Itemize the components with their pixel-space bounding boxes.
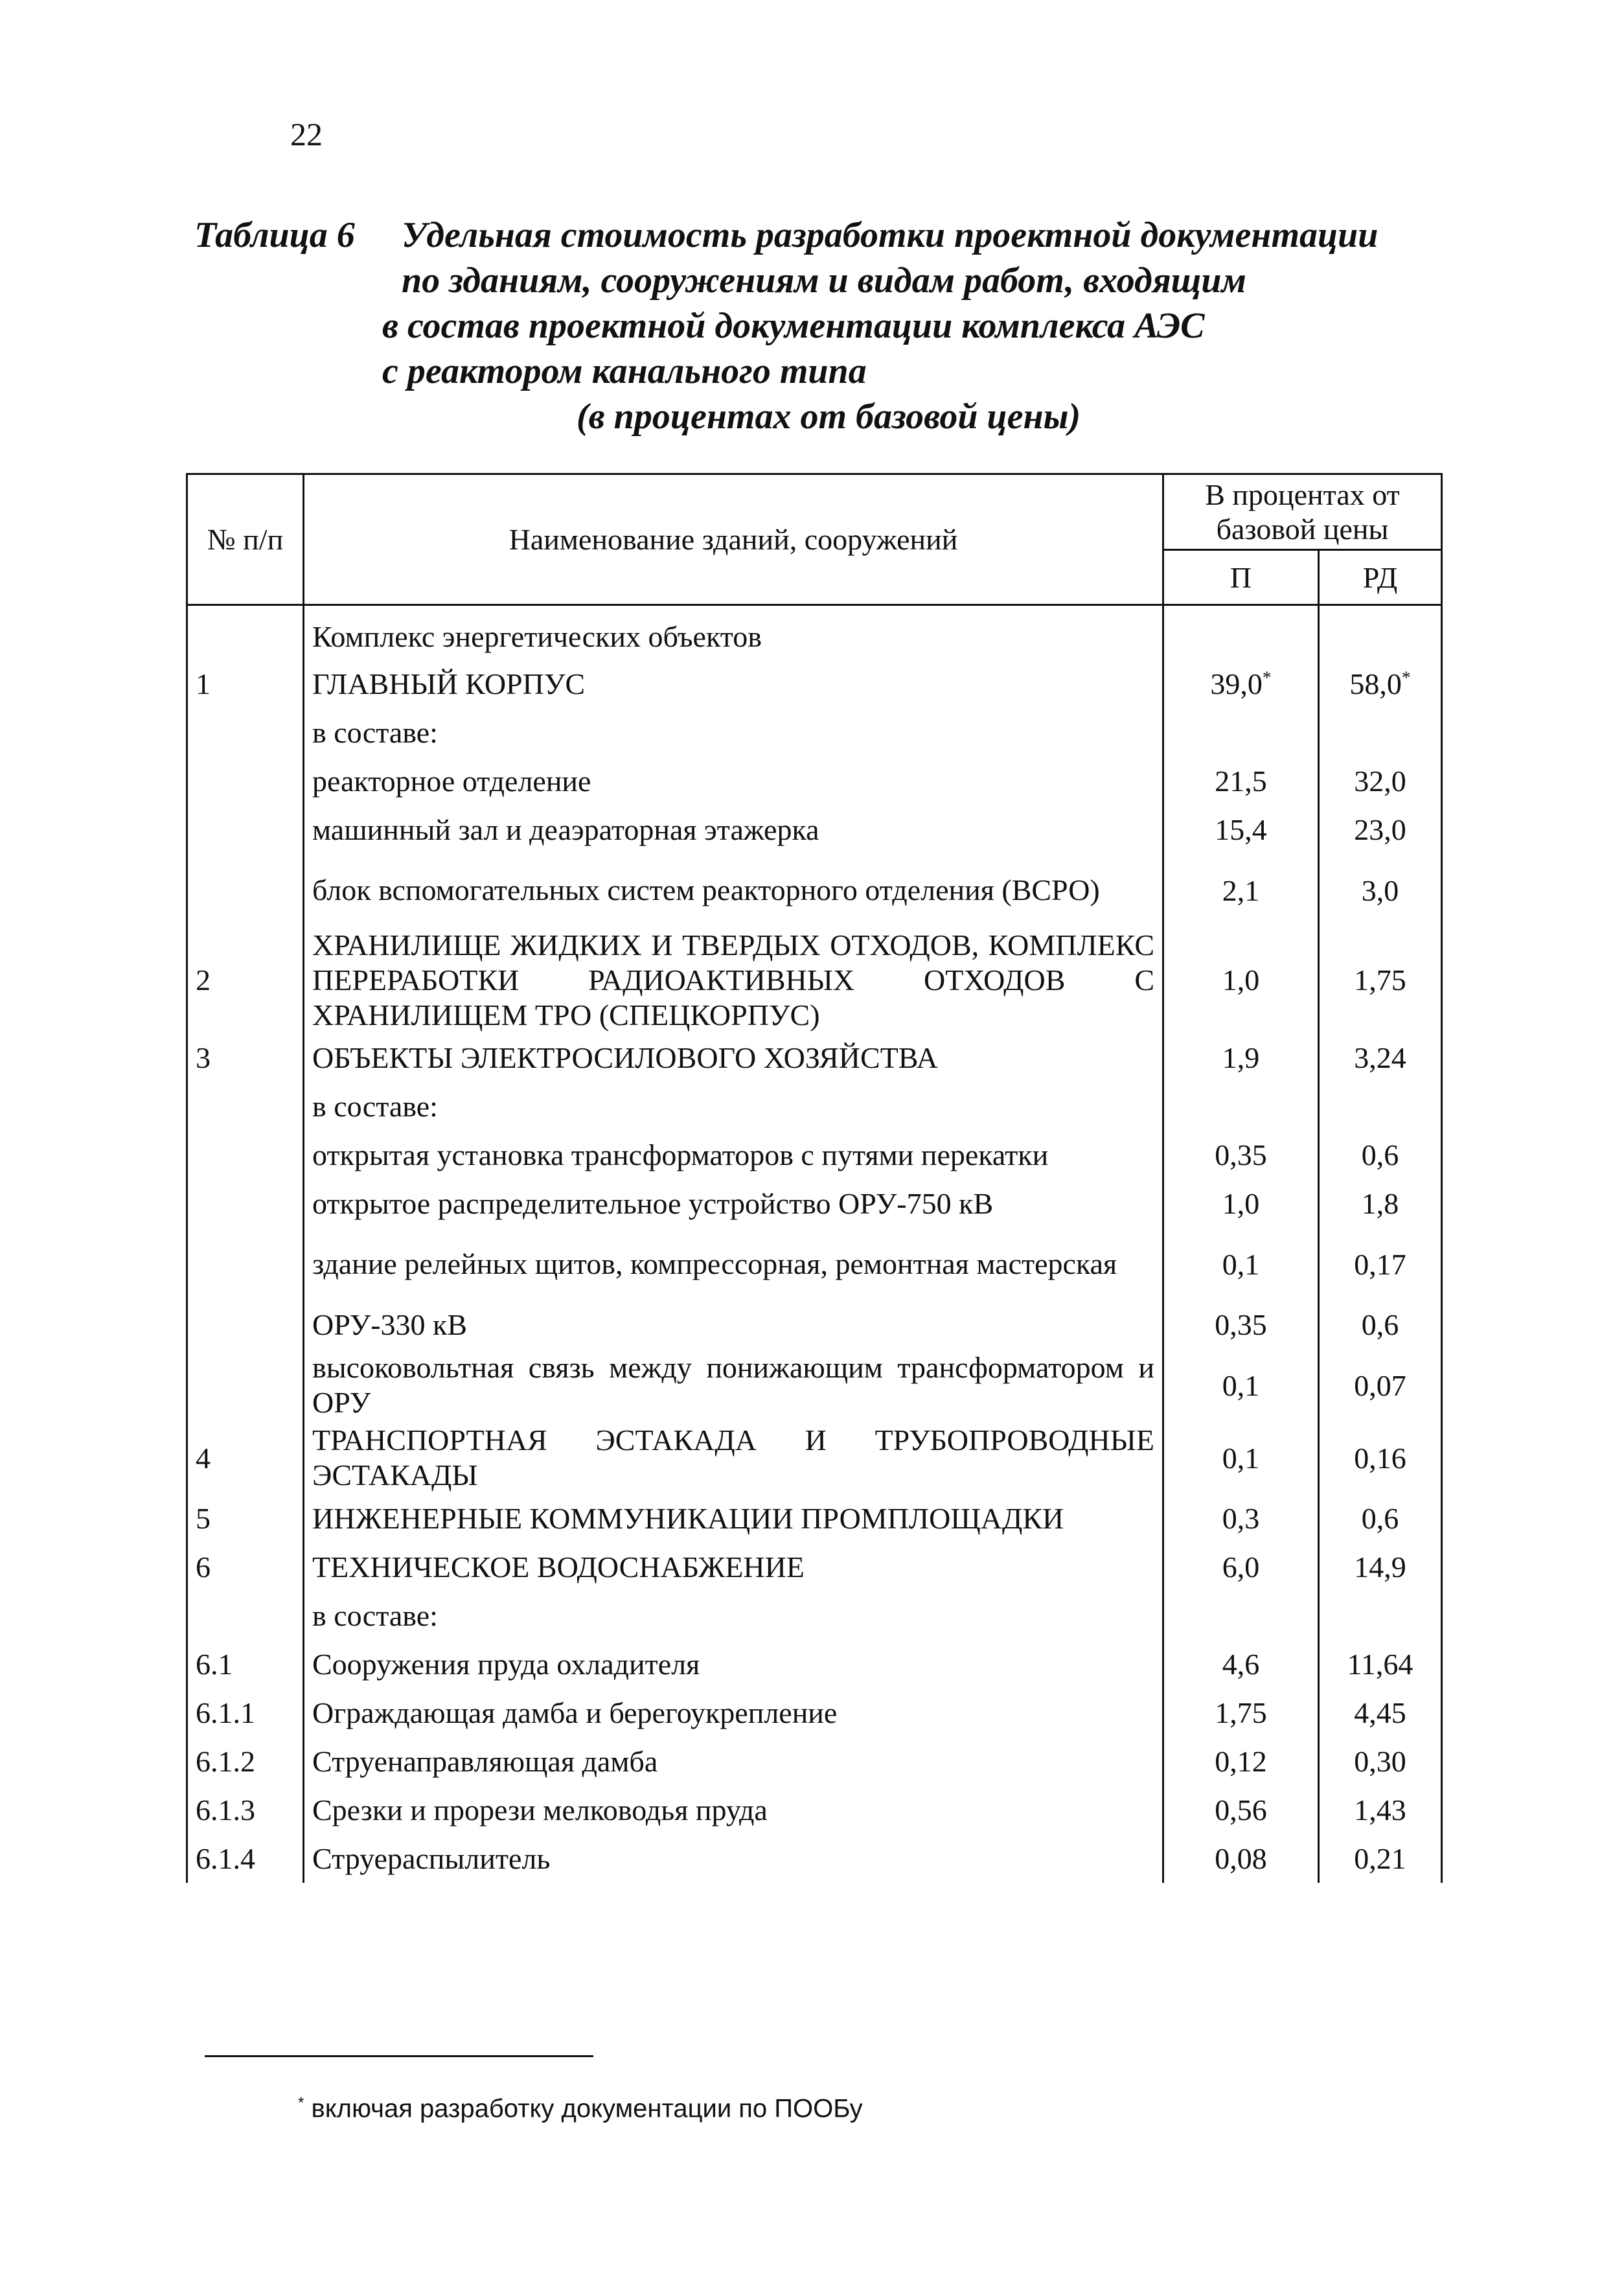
row-rd: 32,0 bbox=[1319, 757, 1442, 805]
row-num: 6.1.4 bbox=[187, 1834, 304, 1883]
table-row bbox=[187, 805, 1442, 854]
row-p: 0,1 bbox=[1163, 1349, 1319, 1422]
row-num: 6.1.2 bbox=[187, 1737, 304, 1786]
row-name: Сооружения пруда охладителя bbox=[304, 1640, 1163, 1688]
row-name: ИНЖЕНЕРНЫЕ КОММУНИКАЦИИ ПРОМПЛОЩАДКИ bbox=[304, 1494, 1163, 1543]
table-row bbox=[187, 1179, 1442, 1228]
table-row bbox=[187, 1834, 1442, 1883]
row-p: 6,0 bbox=[1163, 1543, 1319, 1591]
row-name: ОРУ-330 кВ bbox=[304, 1300, 1163, 1349]
table-row bbox=[187, 1543, 1442, 1591]
table-row bbox=[187, 1591, 1442, 1640]
row-p: 4,6 bbox=[1163, 1640, 1319, 1688]
row-p: 1,0 bbox=[1163, 1179, 1319, 1228]
row-p: 0,3 bbox=[1163, 1494, 1319, 1543]
row-p: 0,1 bbox=[1163, 1228, 1319, 1300]
row-p bbox=[1163, 1082, 1319, 1131]
table-row bbox=[187, 1494, 1442, 1543]
row-p: 15,4 bbox=[1163, 805, 1319, 854]
row-num: 4 bbox=[187, 1422, 304, 1494]
table-row bbox=[187, 757, 1442, 805]
caption-line: с реактором канального типа bbox=[382, 351, 867, 391]
header-num: № п/п bbox=[187, 474, 304, 605]
table-row bbox=[187, 1300, 1442, 1349]
row-name: ГЛАВНЫЙ КОРПУС bbox=[304, 660, 1163, 708]
table-label: Таблица 6 bbox=[194, 215, 355, 255]
table-row bbox=[187, 1688, 1442, 1737]
row-p bbox=[1163, 605, 1319, 660]
row-name: Струенаправляющая дамба bbox=[304, 1737, 1163, 1786]
table-row bbox=[187, 1422, 1442, 1494]
row-rd: 1,8 bbox=[1319, 1179, 1442, 1228]
row-name: ХРАНИЛИЩЕ ЖИДКИХ И ТВЕРДЫХ ОТХОДОВ, КОМПЛЕКС ПЕРЕРАБОТКИ РАДИОАКТИВНЫХ ОТХОДОВ С ХРАНИЛИЩЕМ ТРО (СПЕЦКОРПУС) bbox=[304, 927, 1163, 1033]
row-p: 1,75 bbox=[1163, 1688, 1319, 1737]
row-p-cell bbox=[1163, 660, 1319, 708]
table-row bbox=[187, 605, 1442, 660]
row-rd: 11,64 bbox=[1319, 1640, 1442, 1688]
caption-line: по зданиям, сооружениям и видам работ, входящим bbox=[402, 260, 1246, 301]
header-p: П bbox=[1163, 550, 1319, 605]
row-name: открытое распределительное устройство ОРУ-750 кВ bbox=[304, 1179, 1163, 1228]
row-num bbox=[187, 805, 304, 854]
row-num: 6.1.1 bbox=[187, 1688, 304, 1737]
table-row bbox=[187, 1228, 1442, 1300]
row-num bbox=[187, 1300, 304, 1349]
row-name: реакторное отделение bbox=[304, 757, 1163, 805]
row-rd: 4,45 bbox=[1319, 1688, 1442, 1737]
row-p: 0,35 bbox=[1163, 1131, 1319, 1179]
table-row bbox=[187, 1737, 1442, 1786]
row-p: 0,08 bbox=[1163, 1834, 1319, 1883]
row-name: здание релейных щитов, компрессорная, ремонтная мастерская bbox=[304, 1228, 1163, 1300]
footnote-text: включая разработку документации по ПООБу bbox=[311, 2094, 863, 2123]
row-name: Срезки и прорези мелководья пруда bbox=[304, 1786, 1163, 1834]
row-name: Комплекс энергетических объектов bbox=[304, 605, 1163, 660]
row-rd: 58,0 bbox=[1349, 667, 1402, 700]
row-num bbox=[187, 605, 304, 660]
row-num: 3 bbox=[187, 1033, 304, 1082]
row-p: 0,12 bbox=[1163, 1737, 1319, 1786]
footnote-marker: * bbox=[1401, 667, 1411, 687]
row-num bbox=[187, 854, 304, 927]
row-name: Ограждающая дамба и берегоукрепление bbox=[304, 1688, 1163, 1737]
table-row bbox=[187, 1786, 1442, 1834]
row-rd: 3,24 bbox=[1319, 1033, 1442, 1082]
row-num bbox=[187, 1179, 304, 1228]
caption-line: (в процентах от базовой цены) bbox=[577, 397, 1081, 437]
row-rd: 23,0 bbox=[1319, 805, 1442, 854]
caption-line: в состав проектной документации комплекса АЭС bbox=[382, 306, 1205, 346]
footnote-divider bbox=[205, 2055, 593, 2057]
row-num bbox=[187, 1591, 304, 1640]
row-num: 6.1 bbox=[187, 1640, 304, 1688]
table-row bbox=[187, 1033, 1442, 1082]
row-rd bbox=[1319, 1591, 1442, 1640]
page-number: 22 bbox=[290, 116, 323, 152]
row-num bbox=[187, 1349, 304, 1422]
row-rd: 0,16 bbox=[1319, 1422, 1442, 1494]
row-name: открытая установка трансформаторов с путями перекатки bbox=[304, 1131, 1163, 1179]
row-rd-cell bbox=[1319, 660, 1442, 708]
row-num bbox=[187, 1131, 304, 1179]
table-row bbox=[187, 1131, 1442, 1179]
header-name: Наименование зданий, сооружений bbox=[304, 474, 1163, 605]
row-name: в составе: bbox=[304, 1591, 1163, 1640]
row-rd: 0,30 bbox=[1319, 1737, 1442, 1786]
row-p: 39,0 bbox=[1210, 667, 1263, 700]
table-row bbox=[187, 927, 1442, 1033]
row-name: в составе: bbox=[304, 1082, 1163, 1131]
row-rd: 0,21 bbox=[1319, 1834, 1442, 1883]
row-rd: 0,17 bbox=[1319, 1228, 1442, 1300]
row-rd: 1,43 bbox=[1319, 1786, 1442, 1834]
footnote-marker: * bbox=[1262, 667, 1272, 687]
table-row bbox=[187, 1640, 1442, 1688]
row-rd: 0,6 bbox=[1319, 1494, 1442, 1543]
row-name: Струераспылитель bbox=[304, 1834, 1163, 1883]
footnote bbox=[298, 2094, 863, 2123]
header-rd: РД bbox=[1319, 550, 1442, 605]
row-num: 5 bbox=[187, 1494, 304, 1543]
row-rd: 14,9 bbox=[1319, 1543, 1442, 1591]
row-rd bbox=[1319, 1082, 1442, 1131]
footnote-marker: * bbox=[298, 2094, 304, 2112]
row-p: 0,1 bbox=[1163, 1422, 1319, 1494]
row-num: 2 bbox=[187, 927, 304, 1033]
cost-table bbox=[186, 473, 1443, 1883]
row-num bbox=[187, 757, 304, 805]
row-p: 2,1 bbox=[1163, 854, 1319, 927]
row-rd: 3,0 bbox=[1319, 854, 1442, 927]
row-p: 21,5 bbox=[1163, 757, 1319, 805]
row-rd: 0,6 bbox=[1319, 1131, 1442, 1179]
row-name: в составе: bbox=[304, 708, 1163, 757]
table-row bbox=[187, 660, 1442, 708]
row-p: 0,35 bbox=[1163, 1300, 1319, 1349]
table-row bbox=[187, 1349, 1442, 1422]
row-name: высоковольтная связь между понижающим трансформатором и ОРУ bbox=[304, 1349, 1163, 1422]
row-rd: 1,75 bbox=[1319, 927, 1442, 1033]
row-rd: 0,07 bbox=[1319, 1349, 1442, 1422]
row-p: 0,56 bbox=[1163, 1786, 1319, 1834]
row-p: 1,9 bbox=[1163, 1033, 1319, 1082]
row-num bbox=[187, 1228, 304, 1300]
row-name: ТРАНСПОРТНАЯ ЭСТАКАДА И ТРУБОПРОВОДНЫЕ ЭСТАКАДЫ bbox=[304, 1422, 1163, 1494]
table-row bbox=[187, 854, 1442, 927]
row-name: блок вспомогательных систем реакторного отделения (ВСРО) bbox=[304, 854, 1163, 927]
row-num: 6.1.3 bbox=[187, 1786, 304, 1834]
caption-line: Удельная стоимость разработки проектной документации bbox=[402, 215, 1378, 255]
row-name: машинный зал и деаэраторная этажерка bbox=[304, 805, 1163, 854]
row-num: 6 bbox=[187, 1543, 304, 1591]
row-p bbox=[1163, 708, 1319, 757]
row-name: ТЕХНИЧЕСКОЕ ВОДОСНАБЖЕНИЕ bbox=[304, 1543, 1163, 1591]
row-rd: 0,6 bbox=[1319, 1300, 1442, 1349]
row-num: 1 bbox=[187, 660, 304, 708]
row-p bbox=[1163, 1591, 1319, 1640]
table-row bbox=[187, 708, 1442, 757]
table-row bbox=[187, 1082, 1442, 1131]
row-num bbox=[187, 708, 304, 757]
row-num bbox=[187, 1082, 304, 1131]
row-rd bbox=[1319, 708, 1442, 757]
row-p: 1,0 bbox=[1163, 927, 1319, 1033]
header-group: В процентах от базовой цены bbox=[1163, 474, 1442, 550]
row-rd bbox=[1319, 605, 1442, 660]
row-name: ОБЪЕКТЫ ЭЛЕКТРОСИЛОВОГО ХОЗЯЙСТВА bbox=[304, 1033, 1163, 1082]
